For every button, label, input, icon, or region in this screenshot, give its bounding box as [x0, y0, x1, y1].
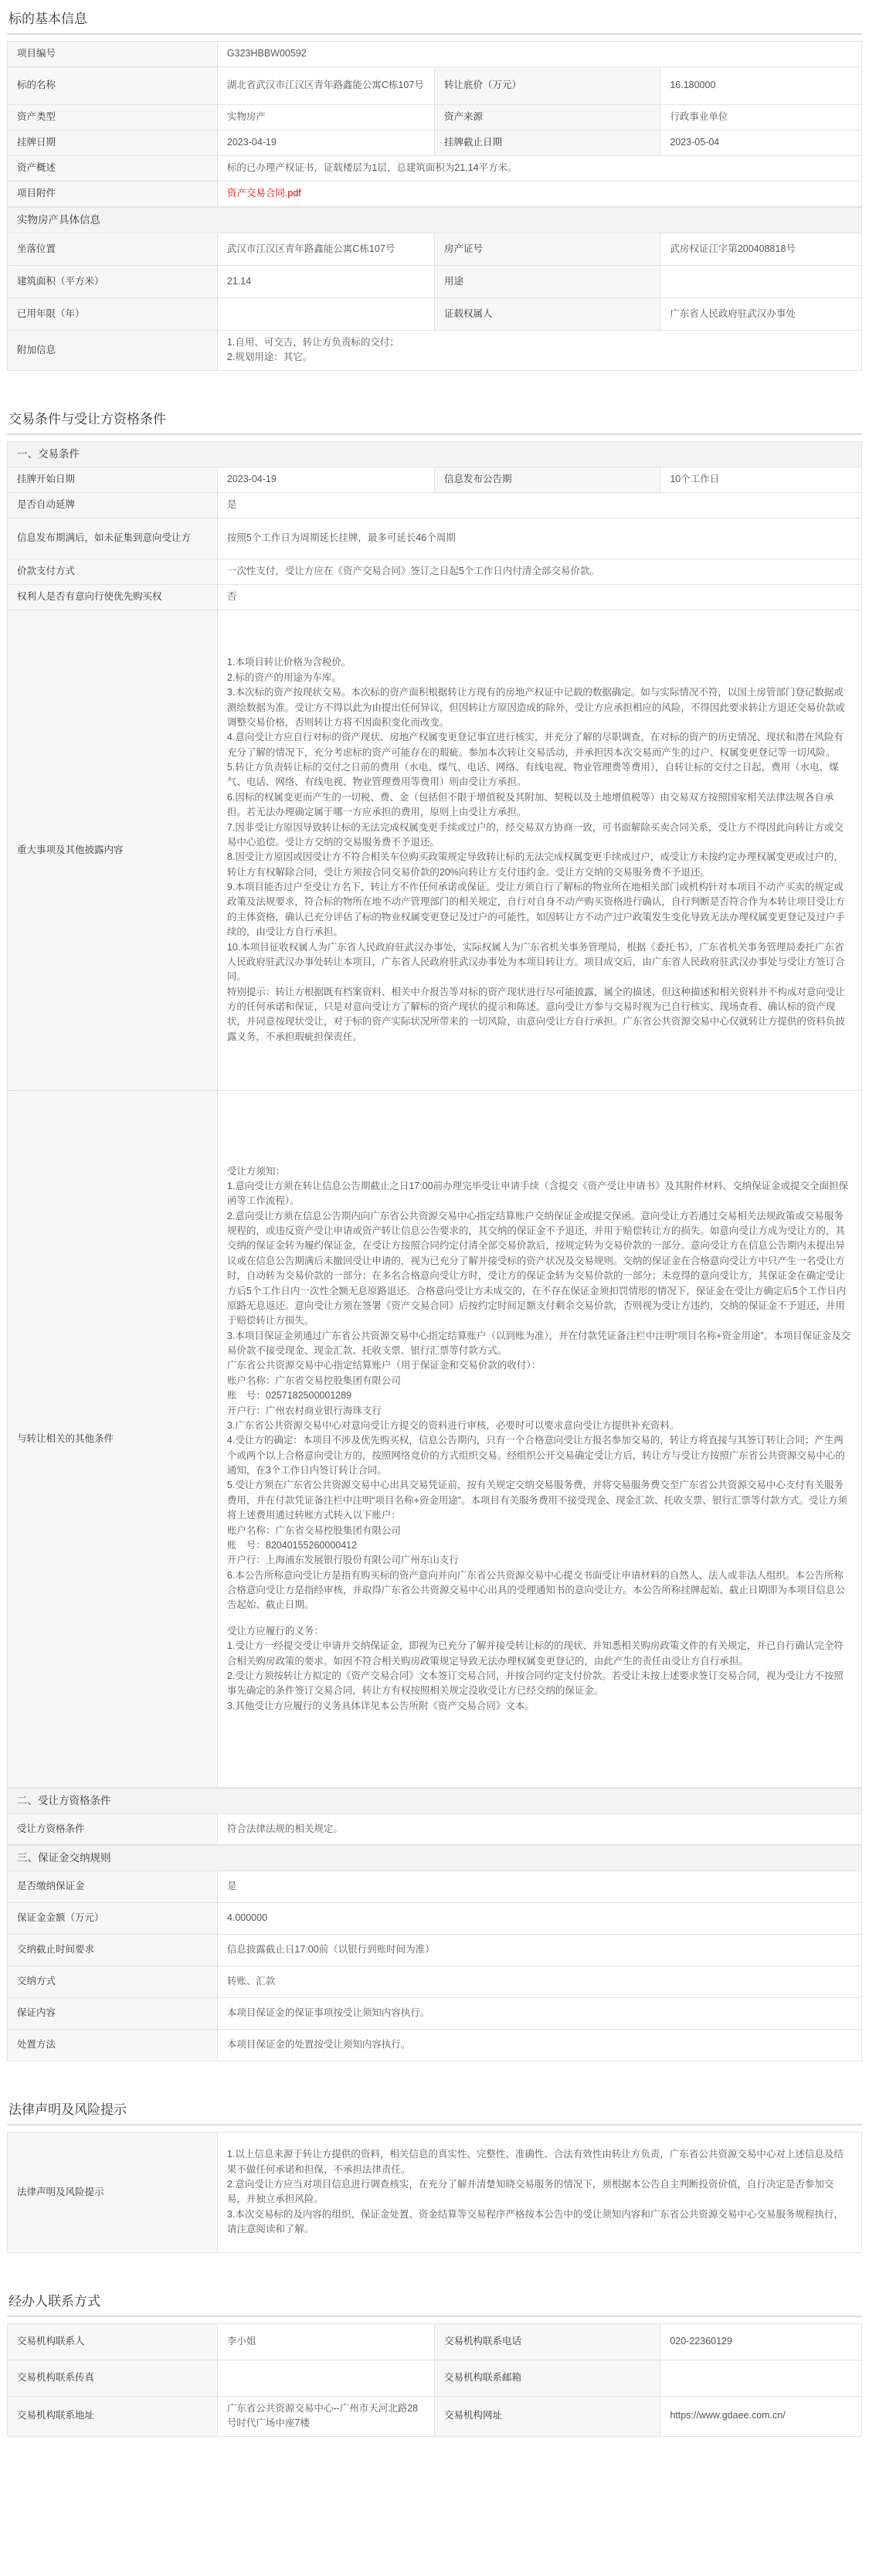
value-qualify: 符合法律法规的相关规定。 — [217, 1813, 861, 1844]
label-period: 信息发布公告期 — [434, 467, 660, 492]
legal-para: 2.意向受让方应当对项目信息进行调查核实，在充分了解并清楚知晓交易服务的情况下，须根据本公告自主判断投资价值，自行决定是否参加交易，并独立承担风险。 — [226, 2178, 834, 2205]
major-para: 特别提示：转让方根据既有档案资料、相关中介报告等对标的资产现状进行尽可能披露，属全的描述，但这种描述和相关资料并不构成对意向受让方的任何承诺和保证，只是对意向受让方了解标的资产现状的提示和陈述。意向受让方参与交易时视为已自行核实、现场查看、确认标的资产现状，并同意按现状受让，对于标的资产实际状况所带来的一切风险，由意向受让方自行承担。广东省公共资源交易中心仅就转让方提供的资料负披露义务，不承担瑕疵担保责任。 — [226, 986, 845, 1042]
section-title-basic-info: 标的基本信息 — [7, 0, 862, 35]
other-para: 3.广东省公共资源交易中心对意向受让方提交的资料进行审核，必要时可以要求意向受让方提供补充资料。 — [226, 1419, 680, 1431]
other-para: 账 号：82040155260000412 — [226, 1539, 358, 1551]
value-overview: 标的已办理产权证书，证载楼层为1层，总建筑面积为21.14平方米。 — [217, 156, 861, 182]
value-asset-type: 实物房产 — [217, 105, 434, 131]
label-extend-rule: 信息发布期满后，如未征集到意向受让方 — [8, 518, 218, 559]
value-other — [217, 1090, 861, 1787]
major-para: 5.转让方负责转让标的交付之日前的费用（水电、煤气、电话、网络、有线电视、物业管理费等费用），自转让标的交付之日起，费用（水电、煤气、电话、网络、有线电视、物业管理费用等费用）则由受让方承担。 — [226, 762, 839, 788]
group-trade-conditions: 一、交易条件 — [7, 441, 862, 467]
label-overview: 资产概述 — [8, 156, 218, 182]
value-legal — [217, 2132, 861, 2252]
legal-para: 3.本次交易标的及内容的组织、保证金处置、资金结算等交易程序严格按本公告中的受让须知内容和广东省公共资源交易中心交易服务规程执行，请注意阅读和了解。 — [226, 2208, 844, 2234]
other-para: 3.其他受让方应履行的义务具体详见本公告所附《资产交易合同》文本。 — [226, 1700, 535, 1711]
other-para: 账户名称：广东省交易控股集团有限公司 — [226, 1375, 401, 1386]
label-project-no: 项目编号 — [8, 42, 218, 67]
major-para: 8.因受让方原因或因受让方不符合相关车位购买政策规定导致转让标的无法完成权属变更手续或过户，或受让方未按约定办理权属变更或过户的，转让方有权解除合同，受让方须按合同交易价款的20%向转让方支付违约金。受让方交纳的交易服务费不予退还。 — [226, 851, 844, 878]
other-para: 1.意向受让方须在转让信息公告期截止之日17:00前办理完毕受让申请手续（含提交《资产受让申请书》及其附件材料、交纳保证金或提交全面担保函等工作流程）。 — [226, 1180, 849, 1207]
other-para: 2.受让方须按转让方拟定的《资产交易合同》文本签订交易合同，并按合同约定支付价款。若受让未按上述要求签订交易合同，视为受让方不按照事先确定的条件签订交易合同，转让方有权按照相关规定没收受让方已经交纳的保证金。 — [226, 1670, 844, 1697]
value-list-end: 2023-05-04 — [660, 131, 862, 156]
label-other: 与转让相关的其他条件 — [8, 1090, 218, 1787]
other-para: 1.受让方一经提交受让申请并交纳保证金，即视为已充分了解并接受转让标的的现状、并知悉相关购房政策文件的有关规定，并已自行确认完全符合相关购房政策的要求。如因不符合相关购房政策规定导致无法办理权属变更登记的，由此产生的责任由受让方自行承担。 — [226, 1640, 844, 1667]
label-deposit-way: 交纳方式 — [8, 1966, 218, 1997]
section-title-legal: 法律声明及风险提示 — [7, 2091, 862, 2126]
other-para: 6.本公告所称意向受让方是指有购买标的资产意向并向广东省公共资源交易中心提交书面受让申请材料的自然人、法人或非法人组织。本公告所称合格意向受让方是指经审核，并取得广东省公共资源交易中心出具的受理通知书的意向受让方。本公告所称挂牌起始、截止日期即为本项目信息公告起始、截止日期。 — [226, 1569, 845, 1611]
value-fax — [217, 2360, 434, 2396]
qualify-table — [7, 1813, 862, 1845]
label-start-date: 挂牌开始日期 — [8, 467, 218, 492]
major-para: 9.本项目能否过户至受让方名下，转让方不作任何承诺或保证。受让方须自行了解标的物业所在地相关部门或机构针对本项目不动产买卖的规定或政策及法规要求，符合标的物所在地不动产管理部门的相关规定，自行对自身不动产购买资格进行确认，自行判断是否符合作为本转让项目受让方的主体资格，确认已充分评估了标的物业权属变更登记及过户的可能性，如因转让方不动产过户政策发生变化导致无法办理权属变更登记及过户手续的，由受让方自行承担。 — [226, 882, 845, 938]
value-asset-source: 行政事业单位 — [660, 105, 862, 131]
major-para: 6.因标的权属变更而产生的一切税、费、金（包括但不限于增值税及其附加、契税以及土地增值税等）由交易双方按照国家相关法律法规各自承担。若无法办理确定属于哪一方应承担的费用，原则上由受让方承担。 — [226, 791, 834, 818]
value-usage — [660, 266, 862, 298]
value-area: 21.14 — [217, 266, 434, 298]
value-cert-no: 武房权证江字第200408818号 — [660, 233, 862, 266]
label-fax: 交易机构联系传真 — [8, 2360, 218, 2396]
label-preempt: 权利人是否有意向行使优先购买权 — [8, 584, 218, 610]
value-deposit-amt: 4.000000 — [217, 1902, 861, 1934]
label-usage: 用途 — [434, 266, 660, 298]
label-payment: 价款支付方式 — [8, 559, 218, 584]
value-years — [217, 298, 434, 331]
label-legal: 法律声明及风险提示 — [8, 2132, 218, 2252]
other-para: 广东省公共资源交易中心指定结算账户（用于保证金和交易价款的收付）： — [226, 1360, 541, 1371]
major-para: 10.本项目征收权属人为广东省人民政府驻武汉办事处，实际权属人为广东省机关事务管理局，根据《委托书》，广东省机关事务管理局委托广东省人民政府驻武汉办事处转让本项目，广东省人民政府驻武汉办事处为本项目转让方。项目成交后，由广东省人民政府驻武汉办事处与受让方签订合同。 — [226, 941, 845, 983]
label-attachment: 项目附件 — [8, 182, 218, 207]
label-deposit-amt: 保证金金额（万元） — [8, 1902, 218, 1934]
label-deposit-handle: 处置方法 — [8, 2029, 218, 2061]
label-list-date: 挂牌日期 — [8, 131, 218, 156]
value-contact: 李小姐 — [217, 2323, 434, 2360]
value-email — [660, 2360, 862, 2396]
other-para: 开户行：上海浦东发展银行股份有限公司广州东山支行 — [226, 1555, 459, 1566]
extra-line: 1.自用、可交吉，转让方负责标的交付； — [226, 337, 399, 348]
value-extend-rule: 按照5个工作日为周期延长挂牌，最多可延长46个周期 — [217, 518, 861, 559]
label-asset-source: 资产来源 — [434, 105, 660, 131]
section-title-contact: 经办人联系方式 — [7, 2282, 862, 2317]
other-para: 4.受让方的确定：本项目不涉及优先购买权，信息公告期内，只有一个合格意向受让方报名参加交易的，转让方将直接与其签订转让合同；产生两个或两个以上合格意向受让方的，按照网络竞价的方式组织交易。经组织公开交易确定受让方后，转让方与受让方按照广东省公共资源交易中心的通知，在3个工作日内签订转让合同。 — [226, 1435, 845, 1476]
major-para: 4.意向受让方应自行对标的资产现状、房地产权属变更登记事宜进行核实，并充分了解的尽职调查，在对标的资产的历史情况、现状和潜在风险有充分了解的情况下，充分考虑标的资产可能存在的瑕疵。参加本次转让交易活动，并承担因本次交易而产生的过户、权属变更登记等一切风险。 — [226, 732, 844, 758]
other-para: 受让方应履行的义务： — [226, 1625, 324, 1636]
label-contact: 交易机构联系人 — [8, 2323, 218, 2360]
group-qualify: 二、受让方资格条件 — [7, 1788, 862, 1813]
attachment-link[interactable]: 资产交易合同.pdf — [226, 188, 301, 199]
label-location: 坐落位置 — [8, 233, 218, 266]
value-location: 武汉市江汉区青年路鑫能公寓C栋107号 — [217, 233, 434, 266]
other-para: 5.受让方须在广东省公共资源交易中心出具交易凭证前，按有关规定交纳交易服务费，并将交易服务费交至广东省公共资源交易中心支付有关服务费用，并在付款凭证备注栏中注明“项目名称+资金用途”。本项目有关服务费用不接受现金、现金汇款、托收支票、银行汇票等付款方式。受让方须将上述费用通过转账方式转入以下账户： — [226, 1480, 848, 1521]
contact-table — [7, 2323, 862, 2437]
major-para: 2.标的资产的用途为车库。 — [226, 671, 341, 683]
value-deposit-handle: 本项目保证金的处置按受让须知内容执行。 — [217, 2029, 861, 2061]
value-auto-extend: 是 — [217, 492, 861, 518]
value-list-date: 2023-04-19 — [217, 131, 434, 156]
legal-para: 1.以上信息来源于转让方提供的资料，相关信息的真实性、完整性、准确性、合法有效性由转让方负责，广东省公共资源交易中心对上述信息及结果不做任何承诺和担保，不承担法律责任。 — [226, 2149, 844, 2175]
label-extra: 附加信息 — [8, 331, 218, 371]
value-price: 16.180000 — [660, 67, 862, 105]
label-deposit-content: 保证内容 — [8, 1997, 218, 2029]
label-years: 已用年限（年） — [8, 298, 218, 331]
extra-line: 2.规划用途：其它。 — [226, 352, 313, 363]
value-deposit-way: 转账、汇款 — [217, 1966, 861, 1997]
value-deposit-content: 本项目保证金的保证事项按受让须知内容执行。 — [217, 1997, 861, 2029]
label-name: 标的名称 — [8, 67, 218, 105]
other-para: 2.意向受让方须在信息公告期内向广东省公共资源交易中心指定结算账户交纳保证金或提交保函。意向受让方若通过交易相关法规政策或交易服务规程的，或违反资产受让申请或资产转让信息公告要求的，其交纳的保证金不予退还，并用于赔偿转让方的损失。如意向受让方成为受让方的，其交纳的保证金转为履约保证金，在受让方按照合同约定付清全部交易价款后，按规定转为交易价款的一部分。意向受让方在信息公告期内未提出异议或在信息公告期满后未撤回受让申请的，视为已充分了解并接受标的资产状况及交易规则。交纳的保证金在合格意向受让方中只产生一名受让方时，自动转为交易价款的一部分；在多名合格意向受让方时，受让方的保证金转为交易价款的一部分；未竞得的意向受让方，其保证金在确定受让方后5个工作日内一次性全额无息原路退还。合格意向受让方未成交的，在不存在保证金须扣罚情形的情况下，保证金在受让方确定后5个工作日内原路无息返还。意向受让方须在签署《资产交易合同》后按约定时间足额支付剩余交易价款，否则视为受让方违约，交纳的保证金不予退还，并用于赔偿转让方损失。 — [226, 1210, 847, 1327]
label-qualify: 受让方资格条件 — [8, 1813, 218, 1844]
group-realestate: 实物房产具体信息 — [7, 207, 862, 233]
label-asset-type: 资产类型 — [8, 105, 218, 131]
major-para: 1.本项目转让价格为含税价。 — [226, 657, 351, 668]
label-list-end: 挂牌截止日期 — [434, 131, 660, 156]
value-need-deposit: 是 — [217, 1871, 861, 1902]
value-payment: 一次性支付，受让方应在《资产交易合同》签订之日起5个工作日内付清全部交易价款。 — [217, 559, 861, 584]
value-start-date: 2023-04-19 — [217, 467, 434, 492]
value-preempt: 否 — [217, 584, 861, 610]
other-para: 受让方须知： — [226, 1165, 285, 1177]
label-area: 建筑面积（平方米） — [8, 266, 218, 298]
value-project-no: G323HBBW00592 — [217, 42, 861, 67]
value-address: 广东省公共资源交易中心--广州市天河北路28号时代广场中座7楼 — [217, 2396, 434, 2436]
value-major — [217, 610, 861, 1090]
label-price: 转让底价（万元） — [434, 67, 660, 105]
other-para: 账 号：0257182500001289 — [226, 1390, 352, 1402]
major-para: 7.因非受让方原因导致转让标的无法完成权属变更手续或过户的，经交易双方协商一致，可书面解除买卖合同关系，受让方不得因此向转让方或交易中心追偿。受让方交纳的交易服务费不予退还。 — [226, 821, 844, 848]
trade-conditions-table — [7, 467, 862, 1788]
other-para: 开户行：广州农村商业银行海珠支行 — [226, 1405, 382, 1416]
other-para: 3.本项目保证金须通过广东省公共资源交易中心指定结算账户（以到账为准），并在付款凭证备注栏中注明“项目名称+资金用途”。本项目保证金及交易价款不接受现金、现金汇款、托收支票、银行汇票等付款方式。 — [226, 1330, 851, 1356]
value-deposit-time: 信息披露截止日17:00前（以银行到账时间为准） — [217, 1934, 861, 1966]
label-auto-extend: 是否自动延牌 — [8, 492, 218, 518]
major-para: 3.本次标的资产按现状交易。本次标的资产面积根据转让方现有的房地产权证中记载的数据确定。如与实际情况不符，以国土房管部门登记数据或测绘数据为准。受让方不得以此为由提出任何异议，但因转让方原因造成的除外，受让方应承担相应的风险，不得因此要求转让方退还交易价款或调整交易价格，否则转让方将不因面积变化而改变。 — [226, 687, 845, 728]
label-site: 交易机构网址 — [434, 2396, 660, 2436]
value-name: 湖北省武汉市江汉区青年路鑫能公寓C栋107号 — [217, 67, 434, 105]
label-phone: 交易机构联系电话 — [434, 2323, 660, 2360]
group-deposit: 三、保证金交纳规则 — [7, 1845, 862, 1871]
label-deposit-time: 交纳截止时间要求 — [8, 1934, 218, 1966]
value-site[interactable]: https://www.gdaee.com.cn/ — [660, 2396, 862, 2436]
label-email: 交易机构联系邮箱 — [434, 2360, 660, 2396]
label-need-deposit: 是否缴纳保证金 — [8, 1871, 218, 1902]
basic-info-table — [7, 41, 862, 207]
section-title-conditions: 交易条件与受让方资格条件 — [7, 400, 862, 435]
value-owner: 广东省人民政府驻武汉办事处 — [660, 298, 862, 331]
realestate-table — [7, 233, 862, 371]
label-cert-no: 房产证号 — [434, 233, 660, 266]
deposit-table — [7, 1871, 862, 2061]
value-period: 10个工作日 — [660, 467, 862, 492]
label-owner: 证载权属人 — [434, 298, 660, 331]
label-major: 重大事项及其他披露内容 — [8, 610, 218, 1090]
other-para: 账户名称：广东省交易控股集团有限公司 — [226, 1524, 401, 1536]
label-address: 交易机构联系地址 — [8, 2396, 218, 2436]
value-phone: 020-22360129 — [660, 2323, 862, 2360]
legal-table — [7, 2132, 862, 2253]
